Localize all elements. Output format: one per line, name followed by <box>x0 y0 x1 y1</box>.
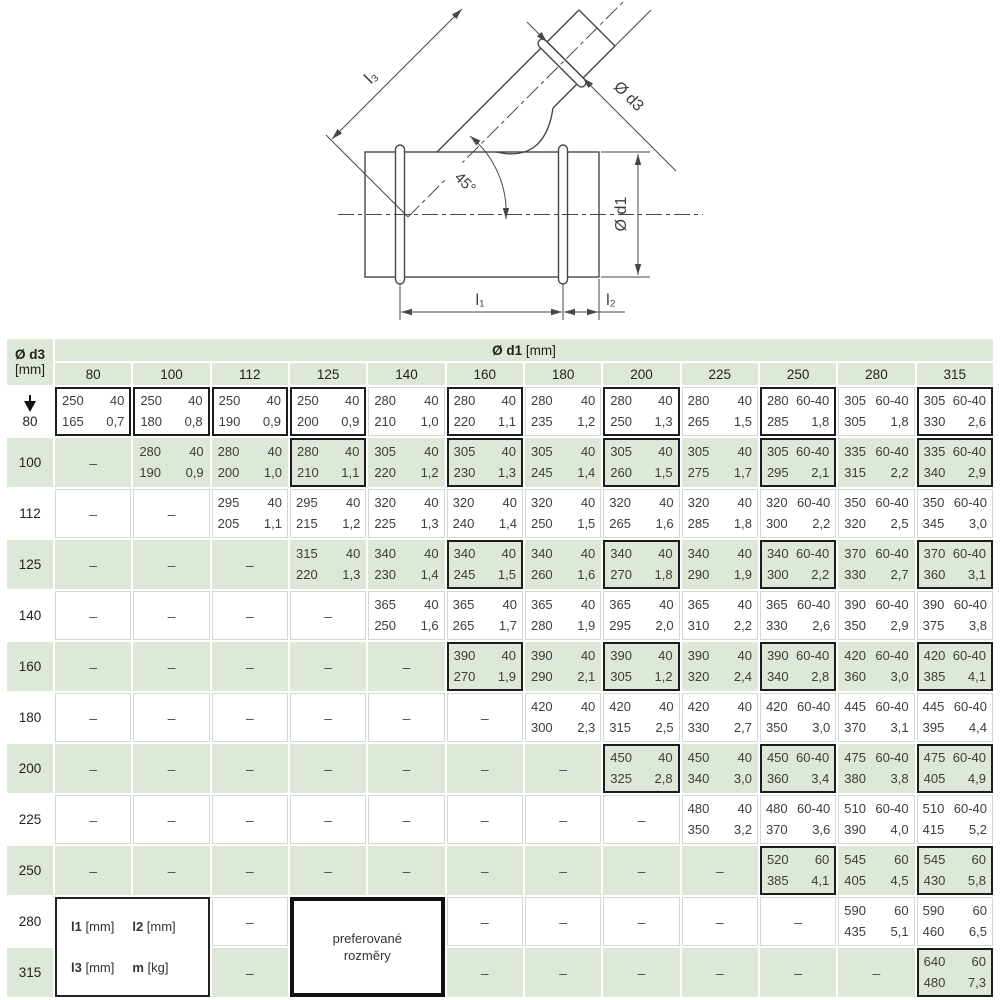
cell-d3200-d1225: 450 40 340 3,0 <box>682 744 758 793</box>
cell-d3160-d1200: 390 40 305 1,2 <box>603 642 679 691</box>
legend-item: m [kg] <box>132 960 169 975</box>
d3-header-title: Ø d3 <box>14 347 45 362</box>
empty-cell: – <box>682 846 758 895</box>
empty-cell: – <box>55 438 131 487</box>
empty-cell: – <box>368 744 444 793</box>
empty-cell: – <box>447 897 523 946</box>
d1-header-title: Ø d1 <box>492 342 523 358</box>
cell-d3125-d1125: 315 40 220 1,3 <box>290 540 366 589</box>
cell-d3140-d1160: 365 40 265 1,7 <box>447 591 523 640</box>
cell-d3180-d1200: 420 40 315 2,5 <box>603 693 679 742</box>
column-header-200: 200 <box>603 363 679 385</box>
duct-body <box>365 10 615 284</box>
empty-cell: – <box>682 948 758 997</box>
legend-value-labels <box>55 897 210 997</box>
empty-cell: – <box>133 744 209 793</box>
empty-cell: – <box>212 642 288 691</box>
row-header-315: 315 <box>7 948 53 997</box>
cell-d380-d1200: 280 40 250 1,3 <box>603 387 679 436</box>
empty-cell: – <box>447 693 523 742</box>
empty-cell: – <box>133 642 209 691</box>
empty-cell: – <box>525 846 601 895</box>
cell-d380-d1180: 280 40 235 1,2 <box>525 387 601 436</box>
cell-d3200-d1200: 450 40 325 2,8 <box>603 744 679 793</box>
empty-cell: – <box>447 744 523 793</box>
empty-cell: – <box>212 693 288 742</box>
empty-cell: – <box>368 642 444 691</box>
cell-d3180-d1280: 445 60-40 370 3,1 <box>838 693 914 742</box>
column-header-100: 100 <box>133 363 209 385</box>
empty-cell: – <box>55 693 131 742</box>
cell-d3125-d1280: 370 60-40 330 2,7 <box>838 540 914 589</box>
empty-cell: – <box>525 897 601 946</box>
angle-label: 45° <box>450 169 479 198</box>
empty-cell: – <box>55 846 131 895</box>
cell-d3180-d1315: 445 60-40 395 4,4 <box>917 693 993 742</box>
column-header-160: 160 <box>447 363 523 385</box>
empty-cell: – <box>368 795 444 844</box>
empty-cell: – <box>133 540 209 589</box>
cell-d3100-d1250: 305 60-40 295 2,1 <box>760 438 836 487</box>
legend-item: l1 [mm] <box>71 919 115 934</box>
cell-d3100-d1180: 305 40 245 1,4 <box>525 438 601 487</box>
d1-label: Ø d1 <box>613 196 630 232</box>
empty-cell: – <box>525 948 601 997</box>
cell-d3250-d1315: 545 60 430 5,8 <box>917 846 993 895</box>
empty-cell: – <box>55 642 131 691</box>
row-header-140: 140 <box>18 608 42 623</box>
cell-d3225-d1280: 510 60-40 390 4,0 <box>838 795 914 844</box>
cell-d3100-d1200: 305 40 260 1,5 <box>603 438 679 487</box>
empty-cell: – <box>760 897 836 946</box>
row-header-112: 112 <box>19 506 41 521</box>
cell-d3112-d1250: 320 60-40 300 2,2 <box>760 489 836 538</box>
cell-d3200-d1280: 475 60-40 380 3,8 <box>838 744 914 793</box>
row-header-180: 180 <box>18 710 42 725</box>
cell-d3112-d1200: 320 40 265 1,6 <box>603 489 679 538</box>
column-header-250: 250 <box>760 363 836 385</box>
cell-d380-d1100: 250 40 180 0,8 <box>133 387 209 436</box>
cell-d3140-d1280: 390 60-40 350 2,9 <box>838 591 914 640</box>
cell-d3200-d1250: 450 60-40 360 3,4 <box>760 744 836 793</box>
empty-cell: – <box>447 795 523 844</box>
cell-d3180-d1225: 420 40 330 2,7 <box>682 693 758 742</box>
cell-d3315-d1315: 640 60 480 7,3 <box>917 948 993 997</box>
empty-cell: – <box>290 795 366 844</box>
empty-cell: – <box>133 846 209 895</box>
cell-d3180-d1180: 420 40 300 2,3 <box>525 693 601 742</box>
cell-d3225-d1315: 510 60-40 415 5,2 <box>917 795 993 844</box>
empty-cell: – <box>525 795 601 844</box>
legend-item: l3 [mm] <box>71 960 115 975</box>
row-header-80 <box>7 387 53 436</box>
cell-d3140-d1315: 390 60-40 375 3,8 <box>917 591 993 640</box>
empty-cell: – <box>55 795 131 844</box>
row-header-160: 160 <box>7 642 53 691</box>
cell-d380-d180: 250 40 165 0,7 <box>55 387 131 436</box>
empty-cell: – <box>212 897 288 946</box>
legend-preferred-dimensions: preferované rozměry <box>290 897 445 997</box>
column-header-180: 180 <box>525 363 601 385</box>
empty-cell: – <box>212 846 288 895</box>
empty-cell: – <box>55 540 131 589</box>
cell-d380-d1160: 280 40 220 1,1 <box>447 387 523 436</box>
cell-d380-d1280: 305 60-40 305 1,8 <box>838 387 914 436</box>
legend-item: l2 [mm] <box>132 919 176 934</box>
cell-d3125-d1225: 340 40 290 1,9 <box>682 540 758 589</box>
empty-cell: – <box>290 693 366 742</box>
cell-d3112-d1160: 320 40 240 1,4 <box>447 489 523 538</box>
empty-cell: – <box>603 897 679 946</box>
cell-d3250-d1280: 545 60 405 4,5 <box>838 846 914 895</box>
dimension-table <box>5 337 995 999</box>
cell-d3125-d1180: 340 40 260 1,6 <box>525 540 601 589</box>
empty-cell: – <box>212 540 288 589</box>
cell-d3100-d1280: 335 60-40 315 2,2 <box>838 438 914 487</box>
row-header-125: 125 <box>7 540 53 589</box>
empty-cell: – <box>212 948 288 997</box>
empty-cell: – <box>55 489 131 538</box>
cell-d3125-d1160: 340 40 245 1,5 <box>447 540 523 589</box>
cell-d3280-d1280: 590 60 435 5,1 <box>838 897 914 946</box>
branch-fitting-drawing <box>0 0 1000 332</box>
d3-arrow-icon <box>24 401 36 412</box>
cell-d3180-d1250: 420 60-40 350 3,0 <box>760 693 836 742</box>
cell-d3160-d1160: 390 40 270 1,9 <box>447 642 523 691</box>
column-header-280: 280 <box>838 363 914 385</box>
empty-cell: – <box>525 744 601 793</box>
cell-d3160-d1280: 420 60-40 360 3,0 <box>838 642 914 691</box>
cell-d3100-d1315: 335 60-40 340 2,9 <box>917 438 993 487</box>
cell-d3200-d1315: 475 60-40 405 4,9 <box>917 744 993 793</box>
cell-d3112-d1180: 320 40 250 1,5 <box>525 489 601 538</box>
cell-d3112-d1125: 295 40 215 1,2 <box>290 489 366 538</box>
empty-cell: – <box>368 846 444 895</box>
empty-cell: – <box>838 948 914 997</box>
column-header-315: 315 <box>917 363 993 385</box>
column-header-80: 80 <box>55 363 131 385</box>
empty-cell: – <box>447 846 523 895</box>
cell-d3112-d1315: 350 60-40 345 3,0 <box>917 489 993 538</box>
empty-cell: – <box>133 795 209 844</box>
cell-d3125-d1140: 340 40 230 1,4 <box>368 540 444 589</box>
empty-cell: – <box>290 846 366 895</box>
row-header-250: 250 <box>7 846 53 895</box>
cell-d3225-d1250: 480 60-40 370 3,6 <box>760 795 836 844</box>
column-header-225: 225 <box>682 363 758 385</box>
saddle-curve <box>496 108 553 154</box>
l3-dimension-line <box>332 9 462 139</box>
cell-d3250-d1250: 520 60 385 4,1 <box>760 846 836 895</box>
cell-d3140-d1140: 365 40 250 1,6 <box>368 591 444 640</box>
row-header-280: 280 <box>18 914 42 929</box>
d3-dimension-line <box>527 22 676 171</box>
l1-label: l₁ <box>475 292 485 309</box>
cell-d3140-d1180: 365 40 280 1,9 <box>525 591 601 640</box>
row-header-225: 225 <box>18 812 42 827</box>
cell-d3100-d1160: 305 40 230 1,3 <box>447 438 523 487</box>
row-header-100: 100 <box>7 438 53 487</box>
d1-header-unit: [mm] <box>525 342 556 358</box>
empty-cell: – <box>55 591 131 640</box>
column-header-112: 112 <box>212 363 288 385</box>
l3-label: l₃ <box>360 66 382 88</box>
cell-d3100-d1225: 305 40 275 1,7 <box>682 438 758 487</box>
d3-header <box>7 339 53 385</box>
column-header-125: 125 <box>290 363 366 385</box>
cell-d380-d1315: 305 60-40 330 2,6 <box>917 387 993 436</box>
d3-label: Ø d3 <box>610 78 647 115</box>
cell-d3112-d1140: 320 40 225 1,3 <box>368 489 444 538</box>
cell-d3125-d1250: 340 60-40 300 2,2 <box>760 540 836 589</box>
cell-d380-d1225: 280 40 265 1,5 <box>682 387 758 436</box>
cell-d3100-d1100: 280 40 190 0,9 <box>133 438 209 487</box>
cell-d3160-d1225: 390 40 320 2,4 <box>682 642 758 691</box>
cell-d3125-d1200: 340 40 270 1,8 <box>603 540 679 589</box>
column-header-140: 140 <box>368 363 444 385</box>
empty-cell: – <box>55 744 131 793</box>
empty-cell: – <box>212 795 288 844</box>
empty-cell: – <box>212 744 288 793</box>
cell-d3100-d1140: 305 40 220 1,2 <box>368 438 444 487</box>
cell-d3140-d1250: 365 60-40 330 2,6 <box>760 591 836 640</box>
cell-d3160-d1250: 390 60-40 340 2,8 <box>760 642 836 691</box>
empty-cell: – <box>682 897 758 946</box>
cell-d380-d1112: 250 40 190 0,9 <box>212 387 288 436</box>
empty-cell: – <box>603 846 679 895</box>
empty-cell: – <box>133 489 209 538</box>
cell-d3100-d1112: 280 40 200 1,0 <box>212 438 288 487</box>
cell-d380-d1125: 250 40 200 0,9 <box>290 387 366 436</box>
cell-d3225-d1225: 480 40 350 3,2 <box>682 795 758 844</box>
cell-d3140-d1200: 365 40 295 2,0 <box>603 591 679 640</box>
empty-cell: – <box>133 693 209 742</box>
l2-label: l₂ <box>606 292 616 309</box>
empty-cell: – <box>133 591 209 640</box>
cell-d3112-d1225: 320 40 285 1,8 <box>682 489 758 538</box>
empty-cell: – <box>212 591 288 640</box>
cell-d3125-d1315: 370 60-40 360 3,1 <box>917 540 993 589</box>
empty-cell: – <box>603 948 679 997</box>
cell-d3280-d1315: 590 60 460 6,5 <box>917 897 993 946</box>
cell-d3160-d1315: 420 60-40 385 4,1 <box>917 642 993 691</box>
row-header-200: 200 <box>7 744 53 793</box>
empty-cell: – <box>603 795 679 844</box>
empty-cell: – <box>447 948 523 997</box>
cell-d380-d1140: 280 40 210 1,0 <box>368 387 444 436</box>
row-header-label: 80 <box>22 414 38 429</box>
cell-d3100-d1125: 280 40 210 1,1 <box>290 438 366 487</box>
empty-cell: – <box>368 693 444 742</box>
empty-cell: – <box>760 948 836 997</box>
cell-d3160-d1180: 390 40 290 2,1 <box>525 642 601 691</box>
cell-d3112-d1112: 295 40 205 1,1 <box>212 489 288 538</box>
empty-cell: – <box>290 744 366 793</box>
d3-header-unit: [mm] <box>15 362 45 377</box>
empty-cell: – <box>290 591 366 640</box>
cell-d3112-d1280: 350 60-40 320 2,5 <box>838 489 914 538</box>
cell-d380-d1250: 280 60-40 285 1,8 <box>760 387 836 436</box>
empty-cell: – <box>290 642 366 691</box>
cell-d3140-d1225: 365 40 310 2,2 <box>682 591 758 640</box>
d1-header <box>55 339 993 361</box>
